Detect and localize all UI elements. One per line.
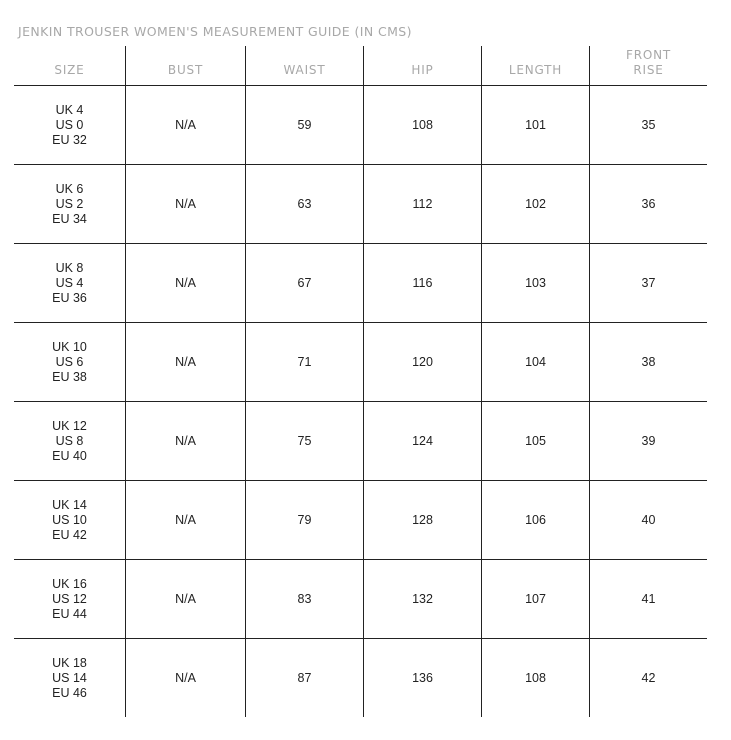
length-cell: 103 bbox=[481, 244, 589, 322]
bust-cell: N/A bbox=[125, 86, 245, 164]
size-eu: EU 34 bbox=[52, 211, 87, 226]
front-rise-cell: 36 bbox=[589, 165, 707, 243]
size-uk: UK 12 bbox=[52, 418, 87, 433]
size-uk: UK 14 bbox=[52, 497, 87, 512]
bust-cell: N/A bbox=[125, 560, 245, 638]
header-length: LENGTH bbox=[481, 46, 589, 85]
size-us: US 8 bbox=[55, 433, 84, 448]
size-cell bbox=[14, 86, 125, 164]
size-eu: EU 44 bbox=[52, 606, 87, 621]
waist-cell: 71 bbox=[245, 323, 363, 401]
size-uk: UK 6 bbox=[55, 181, 84, 196]
waist-cell: 63 bbox=[245, 165, 363, 243]
hip-cell: 124 bbox=[363, 402, 481, 480]
hip-cell: 136 bbox=[363, 639, 481, 717]
size-us: US 10 bbox=[52, 512, 87, 527]
bust-cell: N/A bbox=[125, 639, 245, 717]
length-cell: 104 bbox=[481, 323, 589, 401]
size-eu: EU 46 bbox=[52, 685, 87, 700]
table-row bbox=[14, 165, 707, 244]
length-cell: 108 bbox=[481, 639, 589, 717]
size-eu: EU 38 bbox=[52, 369, 87, 384]
size-us: US 14 bbox=[52, 670, 87, 685]
measurement-table bbox=[14, 46, 707, 717]
table-row bbox=[14, 481, 707, 560]
size-us: US 2 bbox=[55, 196, 84, 211]
hip-cell: 132 bbox=[363, 560, 481, 638]
table-row bbox=[14, 86, 707, 165]
table-row bbox=[14, 323, 707, 402]
length-cell: 102 bbox=[481, 165, 589, 243]
size-cell bbox=[14, 560, 125, 638]
bust-cell: N/A bbox=[125, 165, 245, 243]
size-us: US 12 bbox=[52, 591, 87, 606]
length-cell: 107 bbox=[481, 560, 589, 638]
waist-cell: 83 bbox=[245, 560, 363, 638]
size-uk: UK 8 bbox=[55, 260, 84, 275]
hip-cell: 128 bbox=[363, 481, 481, 559]
header-front-rise-line1: FRONT bbox=[626, 48, 671, 62]
size-uk: UK 10 bbox=[52, 339, 87, 354]
size-us: US 0 bbox=[55, 117, 84, 132]
size-eu: EU 40 bbox=[52, 448, 87, 463]
header-bust: BUST bbox=[125, 46, 245, 85]
size-us: US 6 bbox=[55, 354, 84, 369]
bust-cell: N/A bbox=[125, 244, 245, 322]
bust-cell: N/A bbox=[125, 323, 245, 401]
table-row bbox=[14, 402, 707, 481]
size-eu: EU 42 bbox=[52, 527, 87, 542]
size-cell bbox=[14, 639, 125, 717]
header-front-rise bbox=[589, 46, 707, 85]
page-title: JENKIN TROUSER WOMEN'S MEASUREMENT GUIDE (IN CMS) bbox=[18, 24, 412, 39]
front-rise-cell: 41 bbox=[589, 560, 707, 638]
table-header-row bbox=[14, 46, 707, 86]
hip-cell: 112 bbox=[363, 165, 481, 243]
size-uk: UK 4 bbox=[55, 102, 84, 117]
waist-cell: 75 bbox=[245, 402, 363, 480]
front-rise-cell: 38 bbox=[589, 323, 707, 401]
waist-cell: 59 bbox=[245, 86, 363, 164]
hip-cell: 120 bbox=[363, 323, 481, 401]
waist-cell: 79 bbox=[245, 481, 363, 559]
size-cell bbox=[14, 481, 125, 559]
bust-cell: N/A bbox=[125, 481, 245, 559]
header-front-rise-line2: RISE bbox=[633, 63, 664, 77]
size-cell bbox=[14, 402, 125, 480]
front-rise-cell: 35 bbox=[589, 86, 707, 164]
waist-cell: 67 bbox=[245, 244, 363, 322]
size-cell bbox=[14, 244, 125, 322]
size-uk: UK 18 bbox=[52, 655, 87, 670]
bust-cell: N/A bbox=[125, 402, 245, 480]
table-row bbox=[14, 560, 707, 639]
size-eu: EU 32 bbox=[52, 132, 87, 147]
header-waist: WAIST bbox=[245, 46, 363, 85]
length-cell: 101 bbox=[481, 86, 589, 164]
header-hip: HIP bbox=[363, 46, 481, 85]
size-uk: UK 16 bbox=[52, 576, 87, 591]
front-rise-cell: 40 bbox=[589, 481, 707, 559]
size-eu: EU 36 bbox=[52, 290, 87, 305]
hip-cell: 116 bbox=[363, 244, 481, 322]
table-row bbox=[14, 244, 707, 323]
front-rise-cell: 39 bbox=[589, 402, 707, 480]
length-cell: 106 bbox=[481, 481, 589, 559]
length-cell: 105 bbox=[481, 402, 589, 480]
size-cell bbox=[14, 165, 125, 243]
waist-cell: 87 bbox=[245, 639, 363, 717]
table-row bbox=[14, 639, 707, 717]
size-us: US 4 bbox=[55, 275, 84, 290]
header-size: SIZE bbox=[54, 63, 85, 77]
front-rise-cell: 37 bbox=[589, 244, 707, 322]
size-cell bbox=[14, 323, 125, 401]
front-rise-cell: 42 bbox=[589, 639, 707, 717]
hip-cell: 108 bbox=[363, 86, 481, 164]
